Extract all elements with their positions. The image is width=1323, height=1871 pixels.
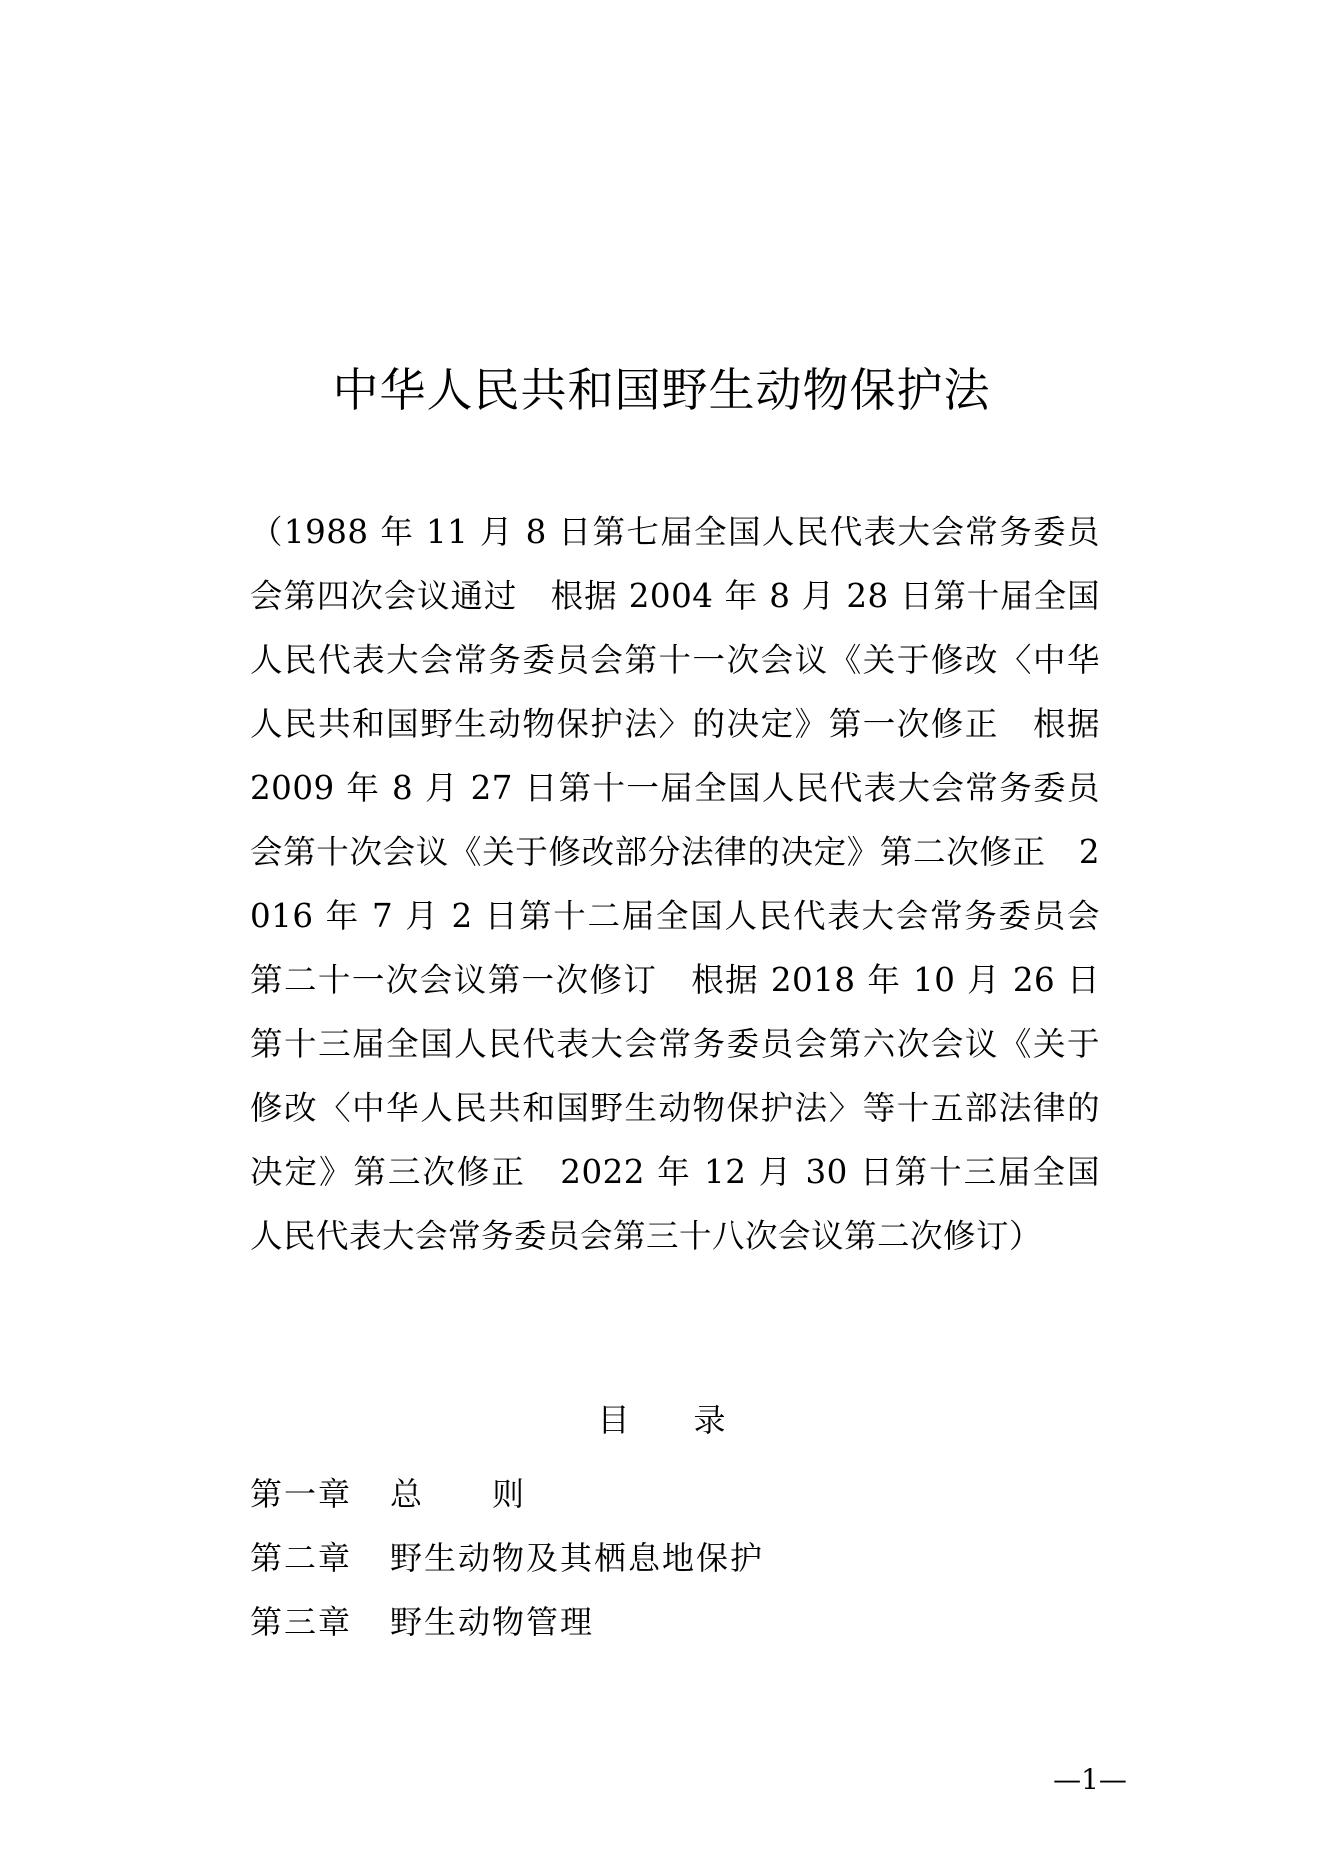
- page-number: —1—: [1053, 1763, 1127, 1796]
- document-title: 中华人民共和国野生动物保护法: [332, 363, 991, 417]
- toc-chapter-name: 野生动物及其栖息地保护: [390, 1539, 765, 1577]
- toc-chapter-name: 总 则: [390, 1475, 527, 1513]
- table-of-contents-heading: 目 录: [597, 1401, 726, 1439]
- table-of-contents-list: [250, 1462, 1100, 1654]
- toc-chapter-name: 野生动物管理: [390, 1603, 595, 1641]
- toc-item-chapter-1: [250, 1462, 1100, 1526]
- toc-chapter-number: 第一章: [250, 1475, 353, 1513]
- toc-item-chapter-3: [250, 1590, 1100, 1654]
- toc-chapter-number: 第二章: [250, 1539, 353, 1577]
- legislative-history-paragraph: （1988 年 11 月 8 日第七届全国人民代表大会常务委员会第四次会议通过 根据 2004 年 8 月 28 日第十届全国人民代表大会常务委员会第十一次会议《关于修改〈中华人民共和国野生动物保护法〉的决定》第一次修正 根据 2009 年 8 月 27 日第十一届全国人民代表大会常务委员会第十次会议《关于修改部分法律的决定》第二次修正 2016 年 7 月 2 日第十二届全国人民代表大会常务委员会第二十一次会议第一次修订 根据 2018 年 10 月 26 日第十三届全国人民代表大会常务委员会第六次会议《关于修改〈中华人民共和国野生动物保护法〉等十五部法律的决定》第三次修正 2022 年 12 月 30 日第十三届全国人民代表大会常务委员会第三十八次会议第二次修订）: [250, 513, 1100, 1255]
- toc-chapter-number: 第三章: [250, 1603, 353, 1641]
- toc-item-chapter-2: [250, 1526, 1100, 1590]
